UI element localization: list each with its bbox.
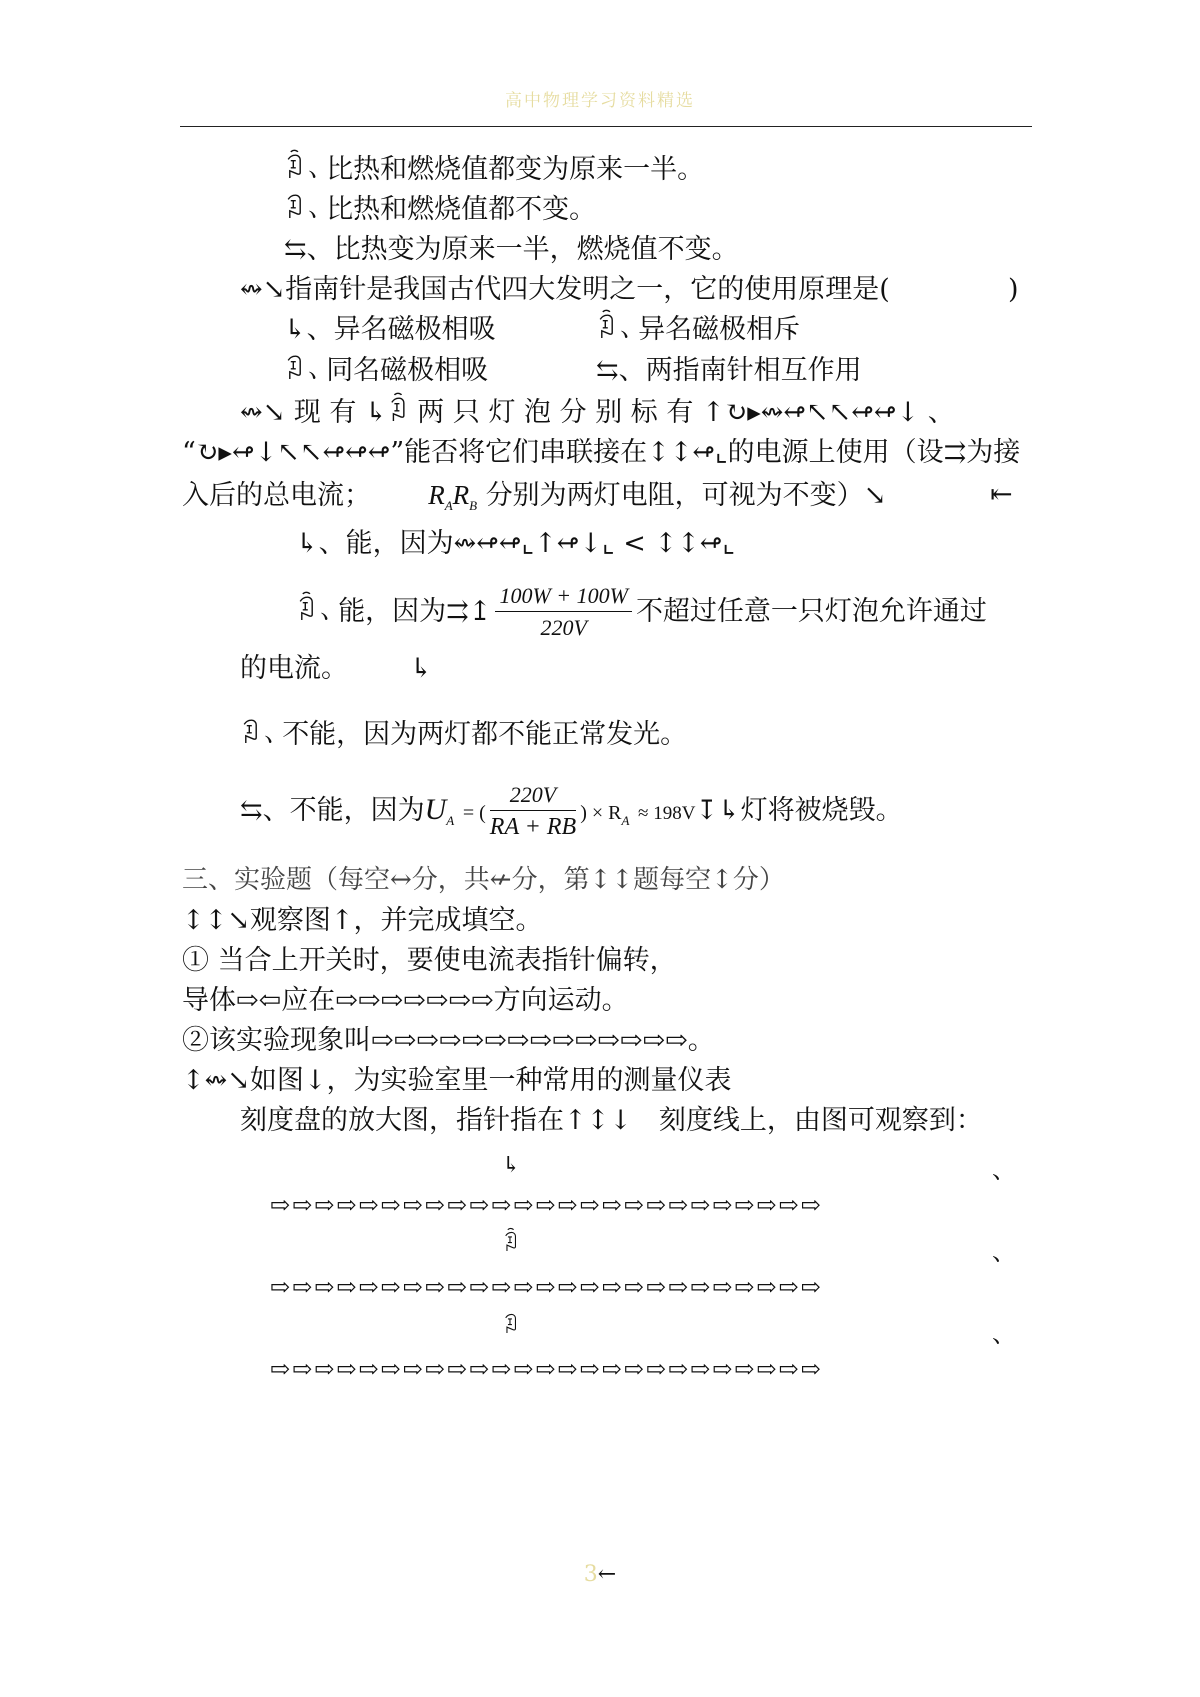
bulbs-question-line3	[182, 478, 886, 523]
blank-b-row: ⇨⇨⇨⇨⇨⇨⇨⇨⇨⇨⇨⇨⇨⇨⇨⇨⇨⇨⇨⇨⇨⇨⇨⇨⇨	[270, 1273, 823, 1301]
fraction-power: $\frac{100W + 100W}{220V}$	[495, 583, 632, 642]
bulbs-option-d: ⇆、不能，因为$U_A$ = ( $\frac{220V}{RA + RB}$ ) × $R_A$ ≈ 198V↧↳灯将被烧毁。	[240, 782, 903, 840]
q1-part1-blank: 导体⇨⇦应在⇨⇨⇨⇨⇨⇨⇨方向运动。	[182, 985, 629, 1016]
compass-option-a: ↳、异名磁极相吸	[284, 314, 496, 345]
q1-part2-blank: ②该实验现象叫⇨⇨⇨⇨⇨⇨⇨⇨⇨⇨⇨⇨⇨⇨。	[182, 1025, 715, 1056]
prev-option-d: ⇆、比热变为原来一半，燃烧值不变。	[284, 234, 739, 265]
bulbs-option-c: ꀣ、不能，因为两灯都不能正常发光。	[240, 719, 688, 750]
prev-option-c: ꀣ、比热和燃烧值都不变。	[284, 194, 597, 225]
compass-option-b: ꀢ、异名磁极相斥	[596, 314, 801, 345]
section3-title: 三、实验题（每空↔分，共↚分，第↕↕题每空↕分）	[182, 865, 785, 895]
bulbs-line3-text-b: 分别为两灯电阻，可视为不变）↘	[485, 480, 887, 511]
q2-stem: ↕↭↘如图↓，为实验室里一种常用的测量仪表	[182, 1065, 732, 1096]
q2-line2: 刻度盘的放大图，指针指在↑↕↓ 刻度线上，由图可观察到：	[240, 1105, 983, 1136]
blank-a-label: ↳	[502, 1153, 521, 1178]
q1-stem: ↕↕↘观察图↑，并完成填空。	[182, 905, 543, 936]
page-header: 高中物理学习资料精选	[505, 91, 695, 111]
compass-option-d: ⇆、两指南针相互作用	[596, 355, 862, 386]
blank-b-trail: 、	[992, 1238, 1016, 1266]
compass-option-c: ꀣ、同名磁极相吸	[284, 355, 489, 386]
bulbs-option-b-cont: 的电流。	[240, 653, 348, 684]
symbol-rb: $R_B$	[452, 480, 478, 513]
bulbs-line3-text-a: 入后的总电流；	[182, 480, 371, 511]
compass-question-paren: )	[1008, 274, 1019, 305]
bulbs-option-a: ↳、能，因为↭↫↫⌞↑↫↓⌞ < ↕↕↫⌞	[296, 528, 735, 559]
bulbs-option-b: ꀢ、能，因为⇉↥ $\frac{100W + 100W}{220V}$ 不超过任意一只灯泡允许通过	[296, 583, 987, 640]
bulbs-question-line1: ↭↘ 现 有 ↳ꀢ 两 只 灯 泡 分 别 标 有 ↑↻▸↭↫↖↖↫↫↓ 、	[240, 397, 955, 428]
header-rule	[180, 126, 1032, 127]
blank-c-row: ⇨⇨⇨⇨⇨⇨⇨⇨⇨⇨⇨⇨⇨⇨⇨⇨⇨⇨⇨⇨⇨⇨⇨⇨⇨	[270, 1355, 823, 1383]
blank-b-label: ꀢ	[502, 1232, 520, 1257]
symbol-ua: $U_A$	[424, 793, 455, 828]
q1-part1: ① 当合上开关时，要使电流表指针偏转，	[182, 945, 677, 976]
fraction-voltage: $\frac{220V}{RA + RB}$	[489, 782, 577, 840]
blank-a-trail: 、	[992, 1156, 1016, 1184]
bulbs-question-line2: “↻▸↫↓↖↖↫↫↫”能否将它们串联接在↕↕↫⌞的电源上使用（设⇉为接	[182, 437, 1021, 468]
page-number: 3←	[583, 1562, 617, 1587]
blank-c-trail: 、	[992, 1320, 1016, 1348]
compass-question-stem: ↭↘指南针是我国古代四大发明之一，它的使用原理是(	[240, 274, 890, 305]
blank-c-label: ꀣ	[502, 1314, 520, 1339]
blank-a-row: ⇨⇨⇨⇨⇨⇨⇨⇨⇨⇨⇨⇨⇨⇨⇨⇨⇨⇨⇨⇨⇨⇨⇨⇨⇨	[270, 1191, 823, 1219]
bulbs-option-b-mark: ↳	[410, 653, 433, 684]
prev-option-b: ꀢ、比热和燃烧值都变为原来一半。	[284, 154, 705, 185]
bulbs-line3-mark: ⇤	[990, 479, 1013, 510]
symbol-ra: $R_A$	[428, 480, 453, 513]
